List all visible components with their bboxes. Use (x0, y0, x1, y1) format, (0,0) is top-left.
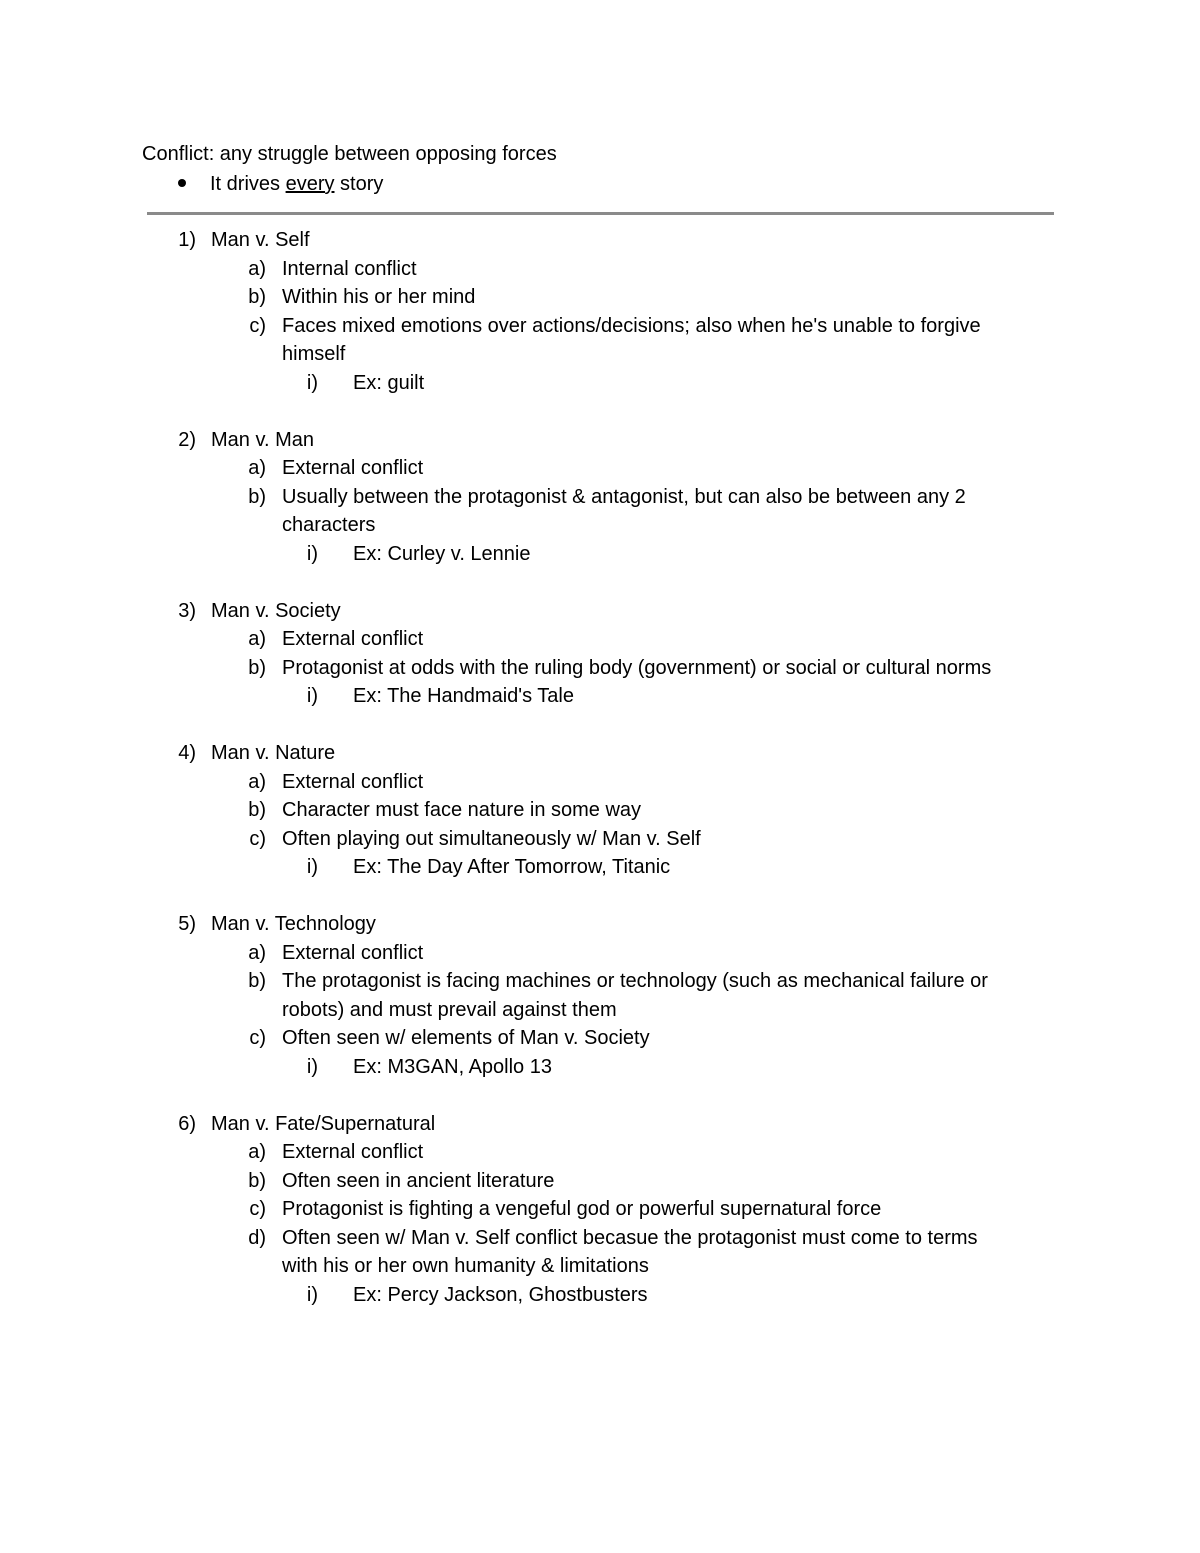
section-1-example-marker: i) (306, 372, 318, 394)
section-1-item-b-marker: b) (248, 286, 266, 308)
section-6-example-text: Ex: Percy Jackson, Ghostbusters (353, 1284, 648, 1306)
section-4-item-b-marker: b) (248, 799, 266, 821)
section-1-item-c-cont-text: himself (282, 343, 346, 365)
section-4-item-c-text: Often playing out simultaneously w/ Man v. Self (282, 828, 701, 850)
section-5-item-b-cont-text: robots) and must prevail against them (282, 999, 617, 1021)
section-4-item-a-marker: a) (248, 771, 266, 793)
section-4-example-marker: i) (306, 856, 318, 878)
section-2-item-b-cont-text: characters (282, 514, 376, 536)
page-title: Conflict: any struggle between opposing forces (142, 143, 557, 165)
section-3-item-a-marker: a) (248, 628, 266, 650)
section-1-marker: 1) (178, 229, 196, 251)
section-4-item-b-text: Character must face nature in some way (282, 799, 642, 821)
section-2-marker: 2) (178, 429, 196, 451)
section-3-item-b-text: Protagonist at odds with the ruling body (government) or social or cultural norms (282, 657, 992, 679)
section-2-text: Man v. Man (211, 429, 314, 451)
section-4-example-text: Ex: The Day After Tomorrow, Titanic (353, 856, 671, 878)
section-2-example-marker: i) (306, 543, 318, 565)
section-5-item-a-marker: a) (248, 942, 266, 964)
section-5-marker: 5) (178, 913, 196, 935)
section-5-item-c-marker: c) (249, 1027, 266, 1049)
section-5-example-marker: i) (306, 1056, 318, 1078)
section-1-item-c-marker: c) (249, 315, 266, 337)
section-1-text: Man v. Self (211, 229, 310, 251)
section-5-item-c-text: Often seen w/ elements of Man v. Society (282, 1027, 650, 1049)
section-6-item-b-text: Often seen in ancient literature (282, 1170, 555, 1192)
section-6-item-c-text: Protagonist is fighting a vengeful god or powerful supernatural force (282, 1198, 882, 1220)
section-3-example-text: Ex: The Handmaid's Tale (353, 685, 574, 707)
section-1-item-b-text: Within his or her mind (282, 286, 476, 308)
section-6-text: Man v. Fate/Supernatural (211, 1113, 436, 1135)
section-4-item-a-text: External conflict (282, 771, 424, 793)
section-6-item-a-text: External conflict (282, 1141, 424, 1163)
bullet-text-emphasis: every (285, 173, 335, 195)
section-2-example-text: Ex: Curley v. Lennie (353, 543, 531, 565)
intro-bullet (178, 170, 383, 198)
section-5-item-b-marker: b) (248, 970, 266, 992)
section-4-text: Man v. Nature (211, 742, 336, 764)
section-1-item-a-text: Internal conflict (282, 258, 417, 280)
bullet-text-after: story (334, 173, 384, 195)
section-2-item-b-text: Usually between the protagonist & antagonist, but can also be between any 2 (282, 486, 966, 508)
section-4-marker: 4) (178, 742, 196, 764)
section-3-item-b-marker: b) (248, 657, 266, 679)
section-1-item-a-marker: a) (248, 258, 266, 280)
section-2-item-b-marker: b) (248, 486, 266, 508)
section-5-example-text: Ex: M3GAN, Apollo 13 (353, 1056, 552, 1078)
bullet-text-before: It drives (210, 173, 286, 195)
section-3-text: Man v. Society (211, 600, 341, 622)
section-2-item-a-text: External conflict (282, 457, 424, 479)
section-6-item-a-marker: a) (248, 1141, 266, 1163)
section-1-item-c-text: Faces mixed emotions over actions/decisions; also when he's unable to forgive (282, 315, 981, 337)
section-6-marker: 6) (178, 1113, 196, 1135)
horizontal-divider (147, 212, 1054, 215)
section-5-item-b-text: The protagonist is facing machines or technology (such as mechanical failure or (282, 970, 988, 992)
section-6-item-c-marker: c) (249, 1198, 266, 1220)
section-6-item-d-text: Often seen w/ Man v. Self conflict becasue the protagonist must come to terms (282, 1227, 978, 1249)
section-5-item-a-text: External conflict (282, 942, 424, 964)
section-3-item-a-text: External conflict (282, 628, 424, 650)
section-3-example-marker: i) (306, 685, 318, 707)
section-3-marker: 3) (178, 600, 196, 622)
section-6-item-d-marker: d) (248, 1227, 266, 1249)
bullet-icon (178, 179, 186, 187)
section-6-item-b-marker: b) (248, 1170, 266, 1192)
section-4-item-c-marker: c) (249, 828, 266, 850)
section-5-text: Man v. Technology (211, 913, 376, 935)
section-6-example-marker: i) (306, 1284, 318, 1306)
section-6-item-d-cont-text: with his or her own humanity & limitations (282, 1255, 649, 1277)
section-2-item-a-marker: a) (248, 457, 266, 479)
section-1-example-text: Ex: guilt (353, 372, 425, 394)
